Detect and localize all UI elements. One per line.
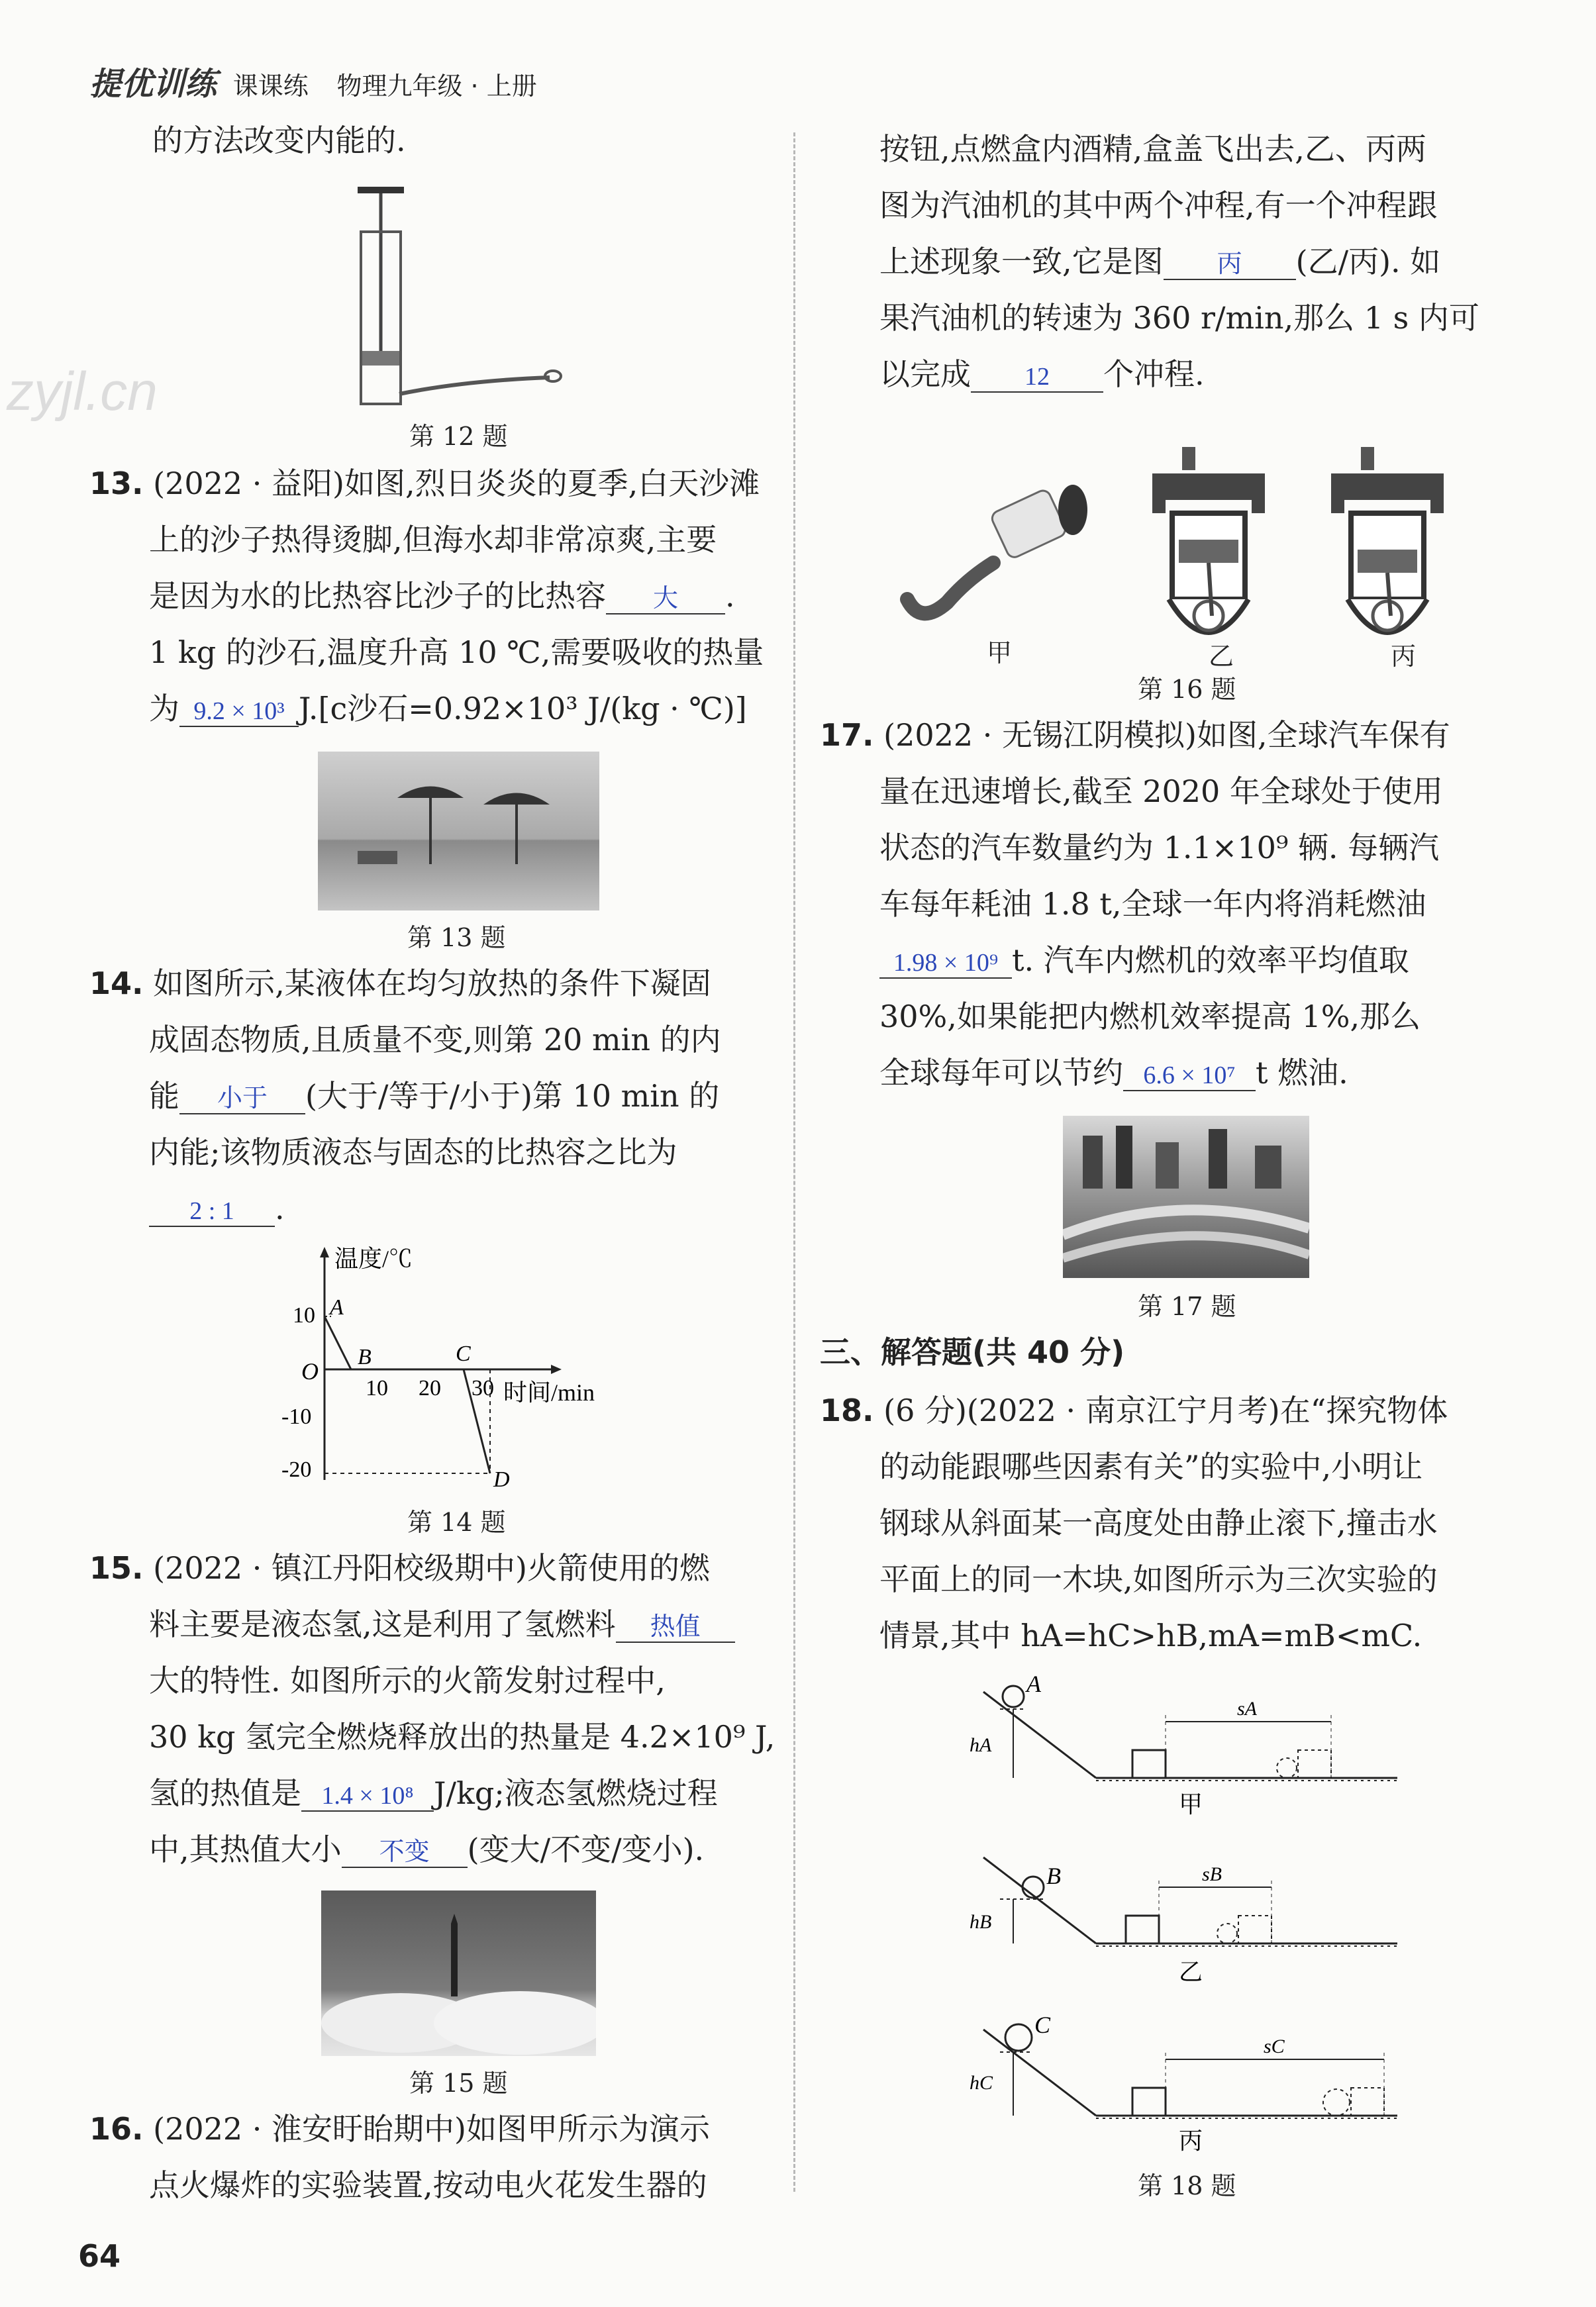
q15-line5: 氢的热值是 1.4 × 10⁸ J/kg;液态氢燃烧过程	[149, 1775, 718, 1811]
q14-temperature-graph	[278, 1242, 649, 1493]
q17-number: 17.	[820, 717, 874, 753]
q13-line5: 为 9.2 × 10³ J.[c沙石=0.92×10³ J/(kg · ℃)]	[149, 691, 747, 726]
q17-line3: 状态的汽车数量约为 1.1×10⁹ 辆. 每辆汽	[879, 830, 1440, 865]
q18-line1: 18. (6 分)(2022 · 南京江宁月考)在“探究物体	[820, 1393, 1448, 1428]
q16-line1: 16. (2022 · 淮安盱眙期中)如图甲所示为演示	[89, 2111, 710, 2147]
graph-xtick-10: 10	[366, 1376, 388, 1400]
q13-line4: 1 kg 的沙石,温度升高 10 ℃,需要吸收的热量	[149, 634, 764, 670]
q16-label-yi: 乙	[1209, 642, 1234, 671]
q17-caption: 第 17 题	[1138, 1292, 1236, 1321]
q13-line3: 是因为水的比热容比沙子的比热容 大 .	[149, 578, 735, 614]
watermark: zyjl.cn	[7, 362, 158, 422]
q18-ramp-jia	[960, 1672, 1411, 1824]
q18-label-jia: 甲	[1179, 1791, 1203, 1818]
brand-logo: 提优训练	[89, 66, 217, 103]
q18-label-yi: 乙	[1179, 1959, 1203, 1985]
q16-line2: 点火爆炸的实验装置,按动电火花发生器的	[149, 2167, 707, 2203]
q15-rocket-photo	[321, 1890, 596, 2056]
q14-caption: 第 14 题	[407, 1508, 506, 1537]
q15-line2: 料主要是液态氢,这是利用了氢燃料 热值	[149, 1604, 735, 1644]
graph-ytick-10: 10	[293, 1303, 315, 1328]
q16-right-line3: 上述现象一致,它是图 丙 (乙/丙). 如	[879, 244, 1441, 279]
q13-answer-2: 9.2 × 10³	[179, 697, 299, 727]
q15-line6: 中,其热值大小 不变 (变大/不变/变小).	[149, 1832, 705, 1867]
q16-right-line4: 果汽油机的转速为 360 r/min,那么 1 s 内可	[879, 300, 1479, 336]
height-label-hB: hB	[970, 1911, 992, 1933]
q18-line2: 的动能跟哪些因素有关”的实验中,小明让	[879, 1449, 1423, 1485]
q14-line2: 成固态物质,且质量不变,则第 20 min 的内	[149, 1022, 721, 1057]
q16-answer-1: 丙	[1164, 250, 1296, 280]
q16-label-jia: 甲	[987, 638, 1013, 667]
q13-beach-photo	[318, 752, 599, 910]
distance-label-sA: sA	[1237, 1698, 1257, 1720]
q15-line3: 大的特性. 如图所示的火箭发射过程中,	[149, 1663, 666, 1698]
section-3-heading: 三、解答题(共 40 分)	[820, 1334, 1125, 1370]
q17-line7: 全球每年可以节约 6.6 × 10⁷ t 燃油.	[879, 1055, 1348, 1091]
q14-line4: 内能;该物质液态与固态的比热容之比为	[149, 1134, 677, 1170]
q16-right-line1: 按钮,点燃盒内酒精,盒盖飞出去,乙、丙两	[879, 131, 1426, 167]
q16-right-line2: 图为汽油机的其中两个冲程,有一个冲程跟	[879, 187, 1438, 223]
graph-ytick-neg10: -10	[281, 1404, 312, 1429]
graph-xtick-30: 30	[472, 1376, 494, 1400]
q14-line5: 2 : 1 .	[149, 1189, 285, 1228]
q17-line5: 1.98 × 10⁹ t. 汽车内燃机的效率平均值取	[879, 940, 1409, 980]
column-divider	[793, 132, 795, 2192]
q18-ramp-bing	[960, 2010, 1411, 2155]
ball-label-B: B	[1046, 1863, 1061, 1889]
q16-label-bing: 丙	[1391, 642, 1417, 671]
q14-number: 14.	[89, 965, 144, 1001]
graph-point-D: D	[493, 1467, 510, 1492]
graph-y-label: 温度/℃	[334, 1246, 413, 1272]
engine-stroke-yi	[1152, 447, 1265, 632]
spark-igniter-drawing	[907, 485, 1087, 613]
book-title: 物理九年级 · 上册	[336, 72, 537, 101]
q18-line5: 情景,其中 hA=hC>hB,mA=mB<mC.	[879, 1618, 1422, 1653]
q16-number: 16.	[89, 2111, 144, 2147]
distance-label-sB: sB	[1202, 1863, 1222, 1885]
q14-line3: 能 小于 (大于/等于/小于)第 10 min 的	[149, 1078, 720, 1114]
q13-number: 13.	[89, 466, 144, 501]
q15-answer-2: 1.4 × 10⁸	[301, 1781, 434, 1812]
q15-line1: 15. (2022 · 镇江丹阳校级期中)火箭使用的燃	[89, 1550, 710, 1586]
height-label-hC: hC	[970, 2072, 993, 2094]
q17-answer-2: 6.6 × 10⁷	[1123, 1061, 1256, 1091]
q16-figure	[894, 437, 1477, 675]
q16-caption: 第 16 题	[1138, 675, 1236, 704]
q18-number: 18.	[820, 1393, 874, 1428]
q18-line4: 平面上的同一木块,如图所示为三次实验的	[879, 1561, 1438, 1597]
ball-label-A: A	[1026, 1672, 1041, 1697]
q14-answer-1: 小于	[179, 1084, 305, 1114]
ball-label-C: C	[1034, 2012, 1051, 2038]
q15-number: 15.	[89, 1550, 144, 1586]
q12-caption: 第 12 题	[409, 422, 508, 451]
q15-caption: 第 15 题	[409, 2069, 508, 2098]
q18-ramp-yi	[960, 1847, 1411, 2000]
page-header	[89, 58, 537, 104]
graph-x-label: 时间/min	[503, 1379, 595, 1406]
q14-line1: 14. 如图所示,某液体在均匀放热的条件下凝固	[89, 965, 711, 1001]
graph-origin: O	[301, 1358, 319, 1385]
engine-stroke-bing	[1331, 447, 1444, 632]
q17-line2: 量在迅速增长,截至 2020 年全球处于使用	[879, 773, 1443, 809]
q18-caption: 第 18 题	[1138, 2171, 1236, 2200]
q13-caption: 第 13 题	[407, 923, 506, 952]
q13-answer-1: 大	[606, 584, 725, 614]
q17-line6: 30%,如果能把内燃机效率提高 1%,那么	[879, 999, 1421, 1034]
graph-ytick-neg20: -20	[281, 1457, 312, 1482]
distance-label-sC: sC	[1264, 2036, 1285, 2057]
q17-answer-1: 1.98 × 10⁹	[879, 948, 1012, 979]
q12-tail: 的方法改变内能的.	[152, 123, 406, 158]
q17-line1: 17. (2022 · 无锡江阴模拟)如图,全球汽车保有	[820, 717, 1450, 753]
series-name: 课课练	[232, 72, 309, 101]
graph-point-B: B	[358, 1345, 372, 1369]
q13-line2: 上的沙子热得烫脚,但海水却非常凉爽,主要	[149, 522, 717, 558]
q15-answer-1: 热值	[616, 1612, 735, 1643]
graph-point-C: C	[456, 1342, 471, 1366]
q18-label-bing: 丙	[1179, 2128, 1203, 2154]
q16-answer-2: 12	[971, 362, 1103, 393]
q15-line4: 30 kg 氢完全燃烧释放出的热量是 4.2×10⁹ J,	[149, 1719, 775, 1755]
height-label-hA: hA	[970, 1734, 992, 1756]
q17-highway-photo	[1063, 1116, 1309, 1278]
q14-answer-2: 2 : 1	[149, 1197, 275, 1227]
q18-line3: 钢球从斜面某一高度处由静止滚下,撞击水	[879, 1505, 1438, 1541]
page-number: 64	[78, 2238, 121, 2274]
q16-right-line5: 以完成 12 个冲程.	[879, 356, 1205, 392]
q12-pump-figure	[331, 179, 576, 417]
graph-xtick-20: 20	[419, 1376, 441, 1400]
graph-point-A: A	[330, 1295, 344, 1320]
q15-answer-3: 不变	[342, 1838, 468, 1868]
q17-line4: 车每年耗油 1.8 t,全球一年内将消耗燃油	[879, 886, 1426, 922]
q13-line1: 13. (2022 · 益阳)如图,烈日炎炎的夏季,白天沙滩	[89, 466, 760, 501]
